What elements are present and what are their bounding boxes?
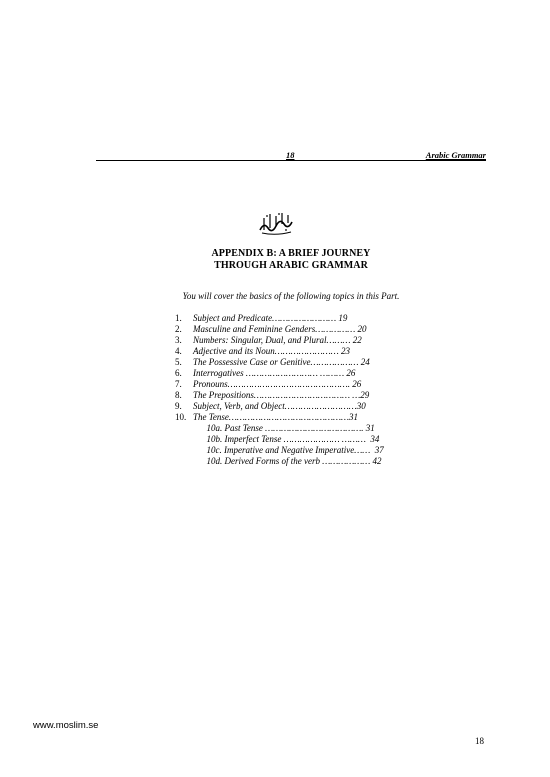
footer-page-number: 18 (475, 736, 484, 746)
intro-text: You will cover the basics of the following topics in this Part. (182, 291, 400, 301)
header-page-number: 18 (286, 150, 295, 160)
appendix-title-line-2: THROUGH ARABIC GRAMMAR (214, 260, 368, 271)
bismillah-calligraphy-icon (258, 210, 294, 236)
running-header (96, 150, 486, 161)
appendix-title-line-1: APPENDIX B: A BRIEF JOURNEY (211, 248, 371, 259)
header-book-title: Arabic Grammar (425, 150, 486, 160)
footer-url: www.moslim.se (33, 720, 99, 731)
